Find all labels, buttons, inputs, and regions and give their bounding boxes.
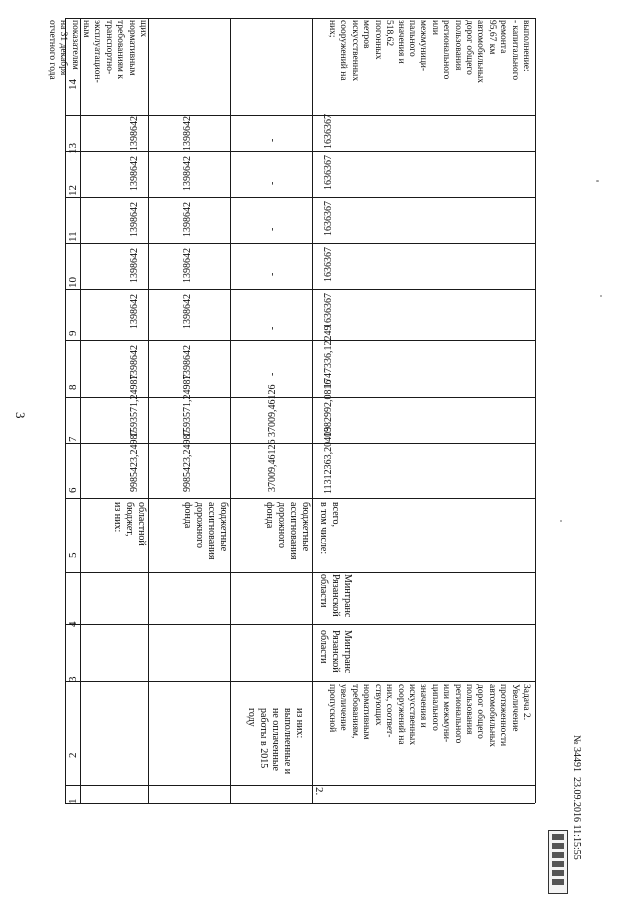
total-label: всего, в том числе: xyxy=(318,502,341,555)
value-cell: 1398642 xyxy=(129,116,140,151)
value-cell: - xyxy=(267,326,278,330)
column-number: 13 xyxy=(67,143,79,154)
scan-speck xyxy=(560,520,562,522)
scan-speck xyxy=(600,295,602,297)
page-number: 3 xyxy=(13,412,28,419)
value-cell: 1398642 xyxy=(129,294,140,329)
column-number: 1 xyxy=(67,798,79,804)
value-cell: 1636367 xyxy=(323,114,334,149)
value-cell: - xyxy=(267,181,278,185)
value-cell: 1636367 xyxy=(323,155,334,190)
value-cell: 1593571,24987 xyxy=(129,374,140,437)
executor-cell: Минтранс Рязанской области xyxy=(318,574,353,618)
value-cell: 11312363,20409 xyxy=(323,426,334,494)
scan-speck xyxy=(596,180,599,182)
table-row-fund xyxy=(149,18,230,803)
value-cell: 1636367 xyxy=(323,293,334,328)
budget-label: областной бюджет, из них: xyxy=(112,502,147,546)
column-number: 8 xyxy=(67,384,79,390)
value-cell: 1398642 xyxy=(129,156,140,191)
value-cell: 1398642 xyxy=(182,345,193,380)
column-number: 9 xyxy=(67,330,79,336)
value-cell: 1398642 xyxy=(129,202,140,237)
column-number: 5 xyxy=(67,552,79,558)
column-number: 11 xyxy=(67,231,79,242)
value-cell: 1398642 xyxy=(182,248,193,283)
value-cell: 1398642 xyxy=(129,345,140,380)
column-number: 10 xyxy=(67,277,79,288)
column-number: 6 xyxy=(67,487,79,493)
value-cell: 9985423,24987 xyxy=(129,429,140,492)
grid-line xyxy=(65,803,535,804)
registration-number: № 34491 23.09.2016 11:15:55 xyxy=(571,735,582,860)
column-number: 7 xyxy=(67,436,79,442)
works-2015-label: из них: выполненные и не оплаченные работы в 2015 году xyxy=(246,708,305,775)
table-row-task-2 xyxy=(313,18,535,803)
column-number: 14 xyxy=(67,79,79,90)
value-cell: 37009,46126 xyxy=(267,439,278,492)
fund-label: бюджетные ассигнования дорожного фонда xyxy=(182,502,229,560)
executor-cell: Минтранс Рязанской области xyxy=(318,630,353,674)
value-cell: 1636367 xyxy=(323,247,334,282)
value-cell: 1636367 xyxy=(323,201,334,236)
value-cell: 1747336,12249 xyxy=(323,325,334,388)
table-row-2015 xyxy=(231,18,312,803)
value-cell: 1398642 xyxy=(129,248,140,283)
value-cell: 1398642 xyxy=(182,116,193,151)
indicator-text: выполнение: - капитального ремонта 95,67 км автомобильных дорог общего пользования регионального или межмуници- пального значения и 518,62 погонных метров искусственных сооружений на них; xyxy=(327,20,531,84)
column-number: 2 xyxy=(67,752,79,758)
column-number: 4 xyxy=(67,621,79,627)
value-cell: 1593571,24987 xyxy=(182,374,193,437)
value-cell: 1382992,0816 xyxy=(323,379,334,437)
value-cell: 1398642 xyxy=(182,202,193,237)
barcode-stamp xyxy=(548,830,568,894)
row-number: 2. xyxy=(313,787,325,796)
column-number: 3 xyxy=(67,676,79,682)
value-cell: 1398642 xyxy=(182,294,193,329)
column-number: 12 xyxy=(67,185,79,196)
fund-label: бюджетные ассигнования дорожного фонда xyxy=(264,502,311,560)
value-cell: - xyxy=(267,227,278,231)
value-cell: - xyxy=(267,272,278,276)
value-cell: 1398642 xyxy=(182,156,193,191)
value-cell: - xyxy=(267,372,278,376)
indicator-text: щих нормативным требованиям к транспортно- эксплуатацион- ным показателям на 31 декабря отчетного года xyxy=(46,20,148,83)
grid-line xyxy=(535,18,536,803)
value-cell: 37009,46126 xyxy=(267,384,278,437)
value-cell: 9985423,24987 xyxy=(182,429,193,492)
value-cell: - xyxy=(267,138,278,142)
header-row xyxy=(66,18,80,803)
task-description: Задача 2. Увеличение протяженности автомобильных дорог общего пользования регионального или межмуни- ципального значения и искусственных сооружений на них, соответ- ствующих нормативным требованиям, увеличение пропускной xyxy=(327,684,531,748)
